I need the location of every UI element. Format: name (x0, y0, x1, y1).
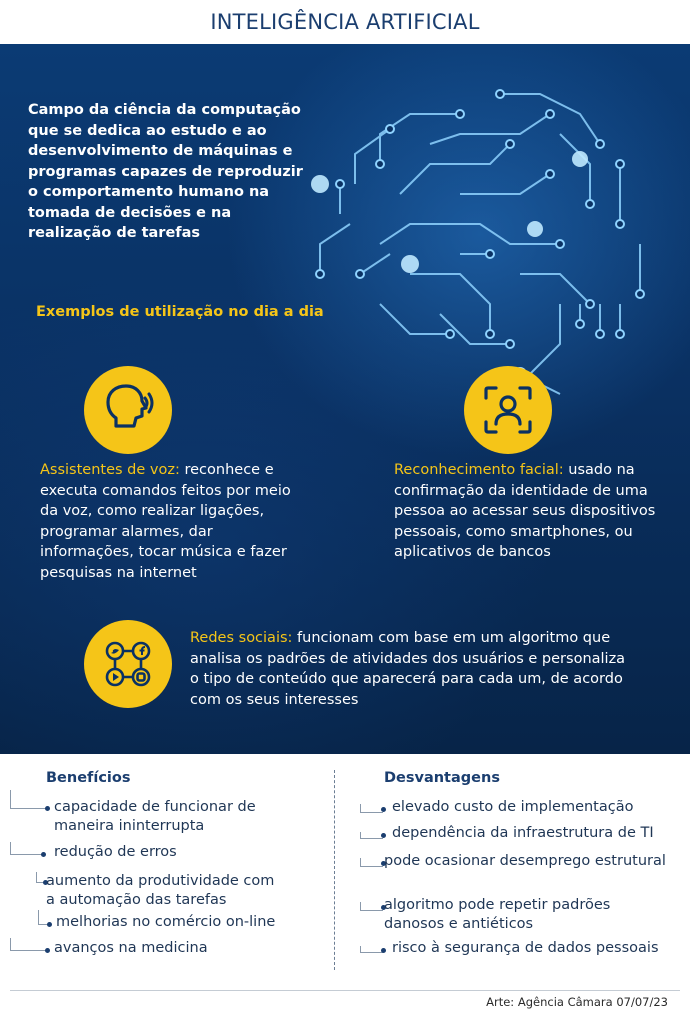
bullet-dot (45, 948, 50, 953)
social-network-icon (98, 634, 158, 694)
connector-line (360, 832, 383, 839)
connector-line (10, 938, 47, 951)
disadvantage-item: risco à segurança de dados pessoais (392, 940, 659, 956)
disadvantage-item: dependência da infraestrutura de TI (392, 825, 654, 841)
hero-panel (0, 44, 690, 754)
connector-line (10, 842, 43, 855)
voice-head-icon (98, 380, 158, 440)
bullet-dot (381, 807, 386, 812)
benefit-item: redução de erros (54, 844, 177, 860)
connector-line (10, 790, 47, 809)
bullet-dot (381, 833, 386, 838)
social-network-description (190, 628, 635, 710)
face-scan-icon (478, 380, 538, 440)
footer-divider (10, 990, 680, 991)
pros-cons-section (0, 754, 690, 1016)
connector-line (360, 902, 383, 911)
voice-assistant-label: Assistentes de voz: (40, 462, 180, 478)
disadvantages-title: Desvantagens (384, 770, 500, 786)
bullet-dot (41, 852, 46, 857)
disadvantage-item: algoritmo pode repetir padrões danosos e antiéticos (384, 897, 611, 932)
examples-heading: Exemplos de utilização no dia a dia (36, 304, 324, 320)
bullet-dot (381, 948, 386, 953)
social-network-badge (84, 620, 172, 708)
voice-assistant-description (40, 460, 310, 583)
face-recognition-text: usado na confirmação da identidade de uma pessoa ao acessar seus dispositivos pessoais, como smartphones, ou aplicativos de bancos (394, 462, 656, 560)
face-recognition-description (394, 460, 664, 563)
face-recognition-label: Reconhecimento facial: (394, 462, 564, 478)
bullet-dot (47, 922, 52, 927)
page-title: INTELIGÊNCIA ARTIFICIAL (210, 10, 480, 34)
voice-assistant-badge (84, 366, 172, 454)
column-divider (334, 770, 335, 970)
benefit-item: capacidade de funcionar de maneira ininterrupta (54, 799, 256, 834)
connector-line (360, 858, 383, 867)
connector-line (360, 804, 383, 813)
disadvantage-item: elevado custo de implementação (392, 799, 634, 815)
social-network-label: Redes sociais: (190, 630, 293, 646)
art-credit: Arte: Agência Câmara 07/07/23 (486, 995, 668, 1009)
benefits-title: Benefícios (46, 770, 131, 786)
ai-definition: Campo da ciência da computação que se dedica ao estudo e ao desenvolvimento de máquinas e programas capazes de reproduzir o comportamento humano na tomada de decisões e na realização de tarefas (28, 102, 303, 241)
disadvantage-item: pode ocasionar desemprego estrutural (384, 853, 666, 869)
benefit-item: aumento da produtividade com a automação das tarefas (46, 873, 275, 908)
benefit-item: avanços na medicina (54, 940, 208, 956)
benefit-item: melhorias no comércio on-line (56, 914, 276, 930)
bullet-dot (45, 806, 50, 811)
voice-assistant-text: reconhece e executa comandos feitos por meio da voz, como realizar ligações, programar alarmes, dar informações, tocar música e fazer pesquisas na internet (40, 462, 291, 581)
connector-line (360, 946, 383, 953)
circuit-brain-illustration (260, 74, 690, 404)
social-network-text: funcionam com base em um algoritmo que analisa os padrões de atividades dos usuários e personaliza o tipo de conteúdo que aparecerá para cada um, de acordo com os seus interesses (190, 630, 626, 708)
face-recognition-badge (464, 366, 552, 454)
